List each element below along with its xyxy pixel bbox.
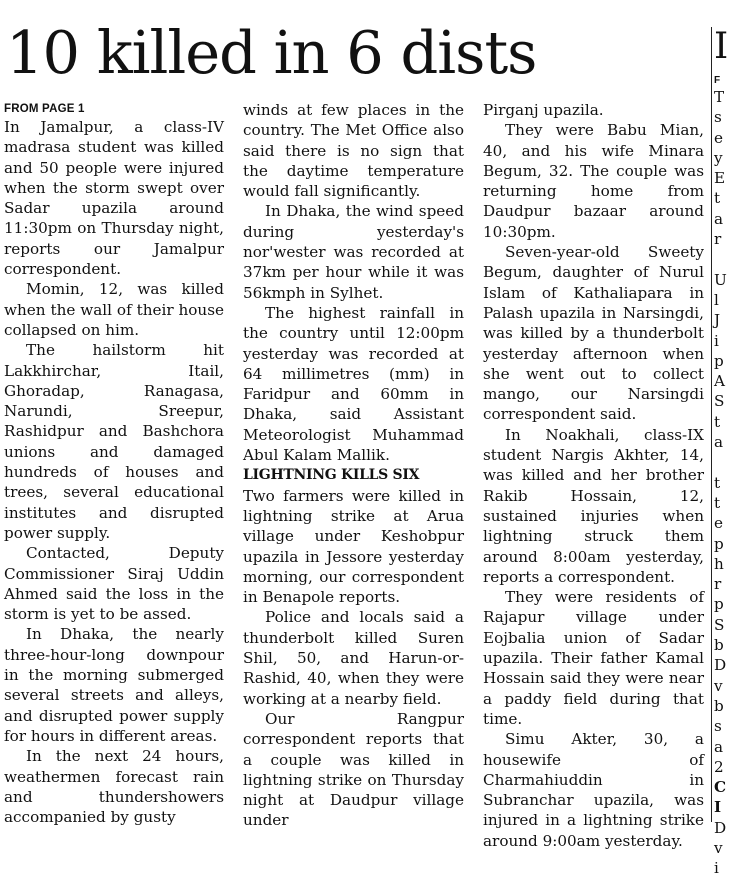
adjacent-line-fragment: i	[714, 331, 719, 350]
adjacent-line-fragment: J	[714, 311, 721, 330]
adjacent-line-fragment: i	[714, 859, 719, 878]
adjacent-line-fragment: C	[714, 778, 727, 797]
adjacent-line-fragment: s	[714, 717, 722, 736]
adjacent-line-fragment: t	[714, 493, 721, 512]
adjacent-headline: I	[714, 26, 729, 67]
adjacent-line-fragment: b	[714, 696, 724, 715]
adjacent-line-fragment: e	[714, 514, 723, 533]
paragraph: In Dhaka, the wind speed during yesterday's nor'wester was recorded at 37km per hour while it was 56kmph in Sylhet.	[243, 202, 464, 302]
paragraph: In Noakhali, class-IX student Nargis Akhter, 14, was killed and her brother Rakib Hossain, 12, sustained injuries when lightning struck them around 8:00am yesterday, reports a correspondent.	[483, 425, 704, 586]
adjacent-line-fragment: y	[714, 148, 723, 167]
paragraph: Police and locals said a thunderbolt killed Suren Shil, 50, and Harun-or-Rashid, 40, when they were working at a nearby field.	[243, 608, 464, 708]
subheading-lightning-kills-six: LIGHTNING KILLS SIX	[243, 467, 420, 484]
adjacent-line-fragment: b	[714, 636, 724, 655]
adjacent-line-fragment: T	[714, 88, 725, 106]
adjacent-line-fragment: E	[714, 169, 726, 188]
adjacent-line-fragment: A	[714, 372, 725, 391]
adjacent-line-fragment: s	[714, 108, 722, 127]
adjacent-line-fragment: p	[714, 534, 724, 553]
paragraph: Two farmers were killed in lightning strike at Arua village under Keshobpur upazila in Jessore yesterday morning, our correspondent in Benapole reports.	[243, 486, 464, 607]
adjacent-line-fragment: v	[714, 676, 723, 695]
adjacent-line-fragment: a	[714, 433, 724, 452]
adjacent-line-fragment: a	[714, 737, 724, 756]
paragraph: In Dhaka, the nearly three-hour-long downpour in the morning submerged several streets and alleys, and disrupted power supply for hours in different areas.	[4, 625, 224, 745]
paragraph: winds at few places in the country. The Met Office also said there is no sign that the daytime temperature would fall significantly.	[243, 101, 464, 201]
adjacent-line-fragment: h	[714, 554, 724, 573]
adjacent-line-fragment: D	[714, 818, 727, 837]
article-column-2	[243, 100, 464, 831]
adjacent-line-fragment: U	[714, 270, 727, 289]
paragraph: In Jamalpur, a class-IV madrasa student was killed and 50 people were injured when the storm swept over Sadar upazila around 11:30pm on Thursday night, reports our Jamalpur correspondent.	[4, 118, 224, 279]
adjacent-line-fragment: t	[714, 473, 721, 492]
adjacent-line-fragment	[714, 249, 734, 269]
paragraph: In the next 24 hours, weathermen forecast rain and thundershowers accompanied by gusty	[4, 747, 224, 827]
adjacent-line-fragment: p	[714, 595, 724, 614]
adjacent-article-fragment	[714, 26, 734, 878]
article-column-3	[483, 100, 704, 851]
adjacent-line-fragment: D	[714, 656, 727, 675]
adjacent-line-fragment: S	[714, 392, 725, 411]
adjacent-line-fragment: S	[714, 615, 725, 634]
paragraph: Contacted, Deputy Commissioner Siraj Uddin Ahmed said the loss in the storm is yet to be assed.	[4, 544, 224, 624]
paragraph: Pirganj upazila.	[483, 101, 604, 119]
adjacent-line-fragment: p	[714, 351, 724, 370]
adjacent-kicker: F	[714, 75, 721, 86]
headline: 10 killed in 6 dists	[6, 18, 537, 87]
paragraph: The highest rainfall in the country until 12:00pm yesterday was recorded at 64 millimetres (mm) in Faridpur and 60mm in Dhaka, said Assistant Meteorologist Muhammad Abul Kalam Mallik.	[243, 303, 464, 465]
paragraph: They were Babu Mian, 40, and his wife Minara Begum, 32. The couple was returning home from Daudpur bazaar around 10:30pm.	[483, 121, 704, 241]
paragraph: Simu Akter, 30, a housewife of Charmahiuddin in Subranchar upazila, was injured in a lightning strike around 9:00am yesterday.	[483, 730, 704, 850]
adjacent-line-fragment: l	[714, 290, 719, 309]
adjacent-line-fragment: a	[714, 209, 724, 228]
adjacent-line-fragment: I	[714, 798, 722, 817]
paragraph: Seven-year-old Sweety Begum, daughter of Nurul Islam of Kathaliapara in Palash upazila in Narsingdi, was killed by a thunderbolt yesterday afternoon when she went out to collect mango, our Narsingdi correspondent said.	[483, 243, 704, 424]
column-divider-rule	[711, 27, 712, 822]
paragraph: They were residents of Rajapur village under Eojbalia union of Sadar upazila. Their father Kamal Hossain said they were near a paddy field during that time.	[483, 588, 704, 728]
paragraph: The hailstorm hit Lakkhirchar, Itail, Ghoradap, Ranagasa, Narundi, Sreepur, Rashidpur and Bashchora unions and damaged hundreds of houses and trees, several educational institutes and disrupted power supply.	[4, 341, 224, 542]
adjacent-line-fragment: r	[714, 575, 722, 594]
adjacent-line-fragment: t	[714, 189, 721, 208]
adjacent-line-fragment: e	[714, 128, 723, 147]
adjacent-line-fragment: r	[714, 230, 722, 249]
adjacent-line-fragment	[714, 452, 734, 472]
paragraph: Momin, 12, was killed when the wall of their house collapsed on him.	[4, 280, 224, 339]
adjacent-line-fragment: t	[714, 412, 721, 431]
article-column-1	[4, 100, 224, 827]
paragraph: Our Rangpur correspondent reports that a couple was killed in lightning strike on Thursday night at Daudpur village under	[243, 709, 464, 830]
adjacent-line-fragment: v	[714, 838, 723, 857]
adjacent-line-fragment: 2	[714, 757, 724, 776]
kicker-from-page-1: FROM PAGE 1	[4, 103, 85, 115]
